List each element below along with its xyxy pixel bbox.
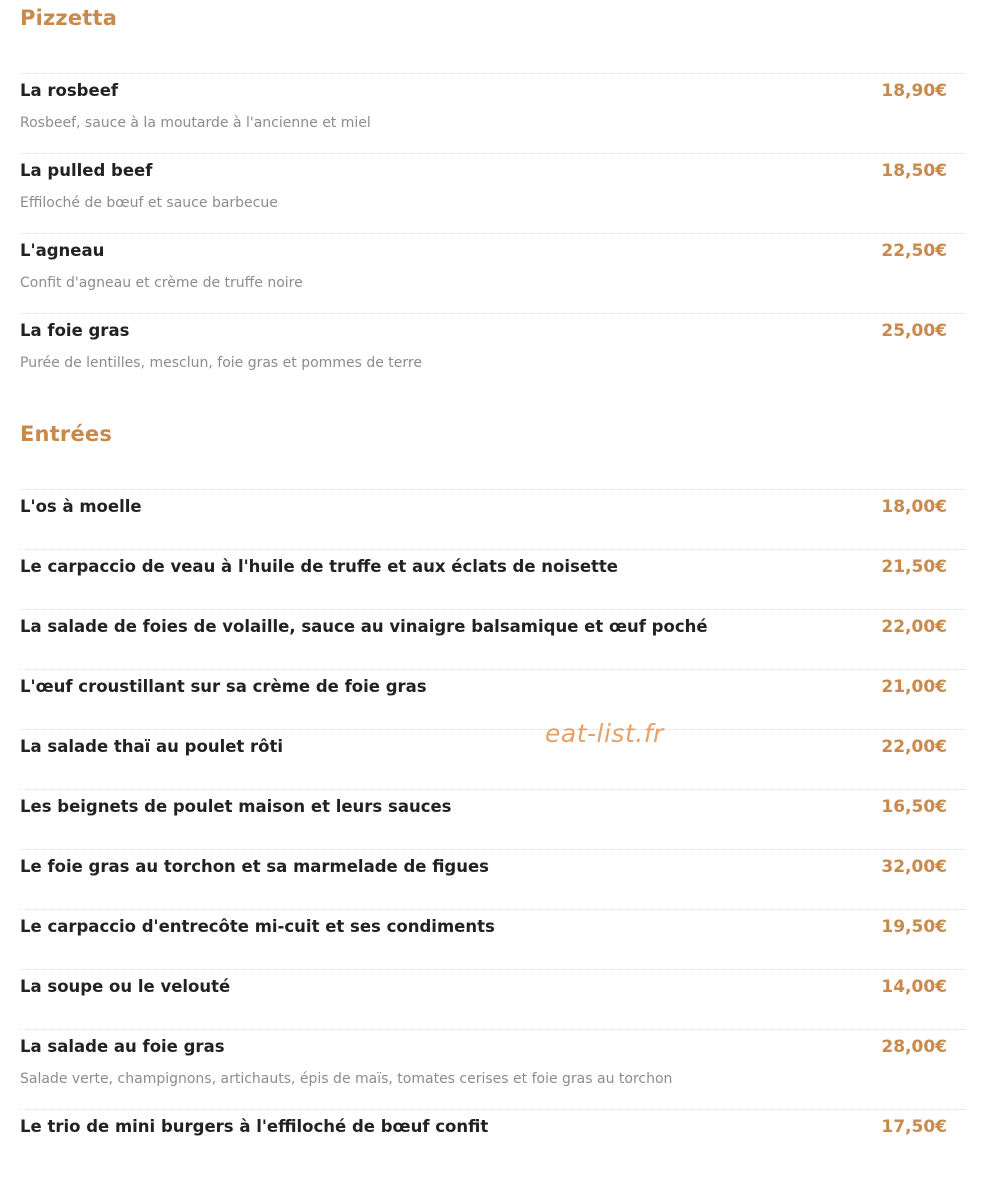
item-price: 22,00€ bbox=[881, 737, 947, 757]
item-price: 28,00€ bbox=[881, 1037, 947, 1057]
item-price: 17,50€ bbox=[881, 1117, 947, 1137]
section-title: Entrées bbox=[20, 422, 113, 446]
item-name: L'œuf croustillant sur sa crème de foie gras bbox=[20, 677, 427, 696]
section-pizzetta bbox=[20, 6, 965, 394]
item-price: 14,00€ bbox=[881, 977, 947, 997]
item-name: La salade au foie gras bbox=[20, 1037, 225, 1056]
item-price: 32,00€ bbox=[881, 857, 947, 877]
item-price: 21,50€ bbox=[881, 557, 947, 577]
item-name: L'agneau bbox=[20, 241, 105, 260]
section-entrees bbox=[20, 422, 965, 1170]
item-name: Le carpaccio de veau à l'huile de truffe et aux éclats de noisette bbox=[20, 557, 618, 576]
item-name: La soupe ou le velouté bbox=[20, 977, 231, 996]
item-name: Le carpaccio d'entrecôte mi-cuit et ses condiments bbox=[20, 917, 495, 936]
item-price: 16,50€ bbox=[881, 797, 947, 817]
item-description: Effiloché de bœuf et sauce barbecue bbox=[20, 195, 278, 211]
menu-item bbox=[20, 730, 965, 790]
item-description: Salade verte, champignons, artichauts, épis de maïs, tomates cerises et foie gras au torchon bbox=[20, 1071, 673, 1087]
item-description: Purée de lentilles, mesclun, foie gras et pommes de terre bbox=[20, 355, 422, 371]
menu-item bbox=[20, 154, 965, 234]
menu-item bbox=[20, 790, 965, 850]
item-name: La pulled beef bbox=[20, 161, 153, 180]
menu-item bbox=[20, 550, 965, 610]
menu-item bbox=[20, 74, 965, 154]
item-price: 18,50€ bbox=[881, 161, 947, 181]
item-price: 18,90€ bbox=[881, 81, 947, 101]
item-name: La foie gras bbox=[20, 321, 130, 340]
menu-item bbox=[20, 910, 965, 970]
item-name: La rosbeef bbox=[20, 81, 119, 100]
menu-item bbox=[20, 970, 965, 1030]
item-description: Confit d'agneau et crème de truffe noire bbox=[20, 275, 303, 291]
menu-item-list bbox=[20, 73, 965, 394]
item-description: Rosbeef, sauce à la moutarde à l'ancienne et miel bbox=[20, 115, 371, 131]
menu-item bbox=[20, 670, 965, 730]
item-name: La salade de foies de volaille, sauce au vinaigre balsamique et œuf poché bbox=[20, 617, 708, 636]
menu-item bbox=[20, 234, 965, 314]
item-name: Le trio de mini burgers à l'effiloché de bœuf confit bbox=[20, 1117, 489, 1136]
menu bbox=[20, 0, 965, 1170]
item-price: 22,50€ bbox=[881, 241, 947, 261]
menu-item bbox=[20, 1110, 965, 1170]
menu-item bbox=[20, 314, 965, 394]
menu-item bbox=[20, 1030, 965, 1110]
menu-item-list bbox=[20, 489, 965, 1170]
item-name: La salade thaï au poulet rôti bbox=[20, 737, 284, 756]
item-price: 25,00€ bbox=[881, 321, 947, 341]
item-price: 21,00€ bbox=[881, 677, 947, 697]
section-title: Pizzetta bbox=[20, 6, 118, 30]
item-name: Les beignets de poulet maison et leurs sauces bbox=[20, 797, 452, 816]
item-price: 19,50€ bbox=[881, 917, 947, 937]
menu-item bbox=[20, 850, 965, 910]
item-price: 18,00€ bbox=[881, 497, 947, 517]
menu-item bbox=[20, 610, 965, 670]
item-name: L'os à moelle bbox=[20, 497, 142, 516]
watermark: eat-list.fr bbox=[545, 719, 664, 748]
menu-item bbox=[20, 490, 965, 550]
item-name: Le foie gras au torchon et sa marmelade de figues bbox=[20, 857, 489, 876]
item-price: 22,00€ bbox=[881, 617, 947, 637]
